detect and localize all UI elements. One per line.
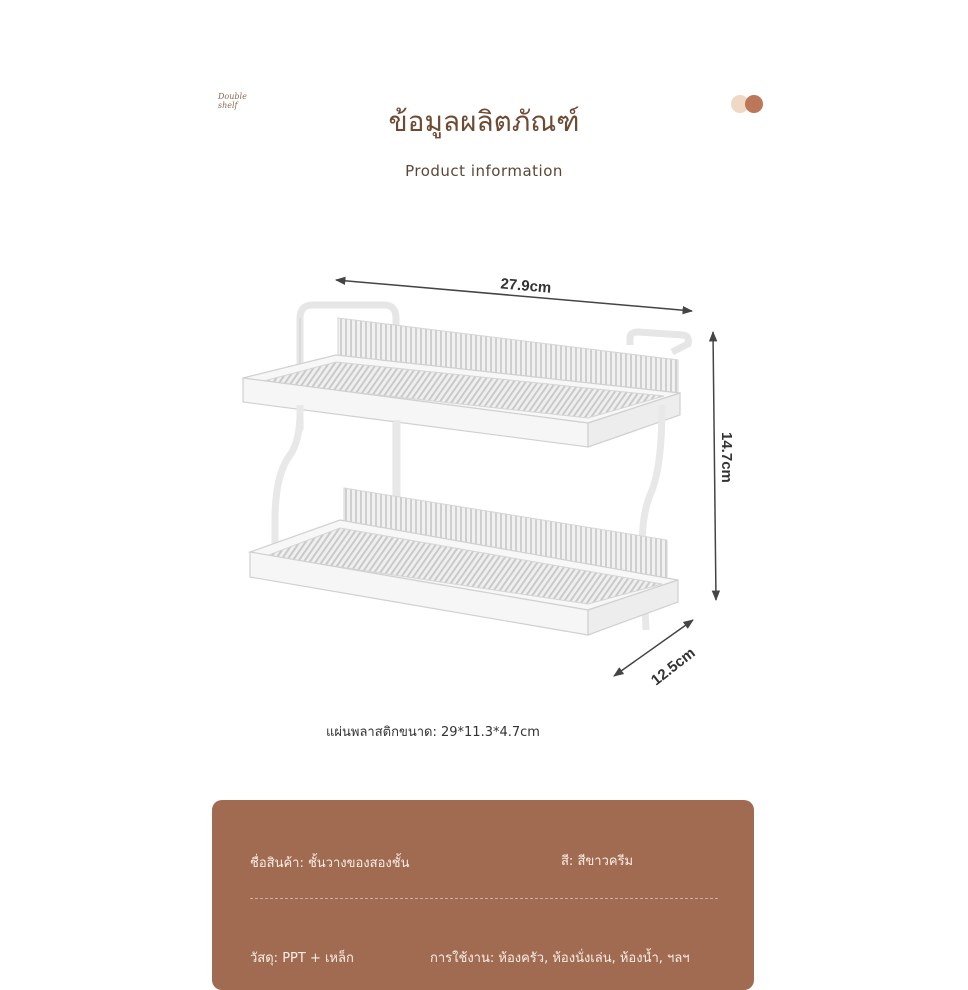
spec-divider [250,898,718,899]
spec-material: วัสดุ: PPT + เหล็ก [250,951,354,966]
page-title: ข้อมูลผลิตภัณฑ์ [388,105,580,138]
height-arrow [713,332,716,600]
left-leg [275,405,300,555]
brand-logo: Double shelf [218,92,247,110]
width-label: 27.9cm [499,275,552,297]
shelf-illustration [230,255,740,695]
right-frame [630,332,688,352]
spec-color: สี: สีขาวครีม [561,854,634,869]
depth-label: 12.5cm [647,644,699,690]
page-subtitle: Product information [405,162,563,180]
plate-size-text: แผ่นพลาสติกขนาด: 29*11.3*4.7cm [326,725,540,740]
spec-product-name: ชื่อสินค้า: ชั้นวางของสองชั้น [250,856,410,871]
height-label: 14.7cm [718,432,735,483]
spec-usage: การใช้งาน: ห้องครัว, ห้องนั่งเล่น, ห้องน้ำ, ฯลฯ [430,951,690,966]
